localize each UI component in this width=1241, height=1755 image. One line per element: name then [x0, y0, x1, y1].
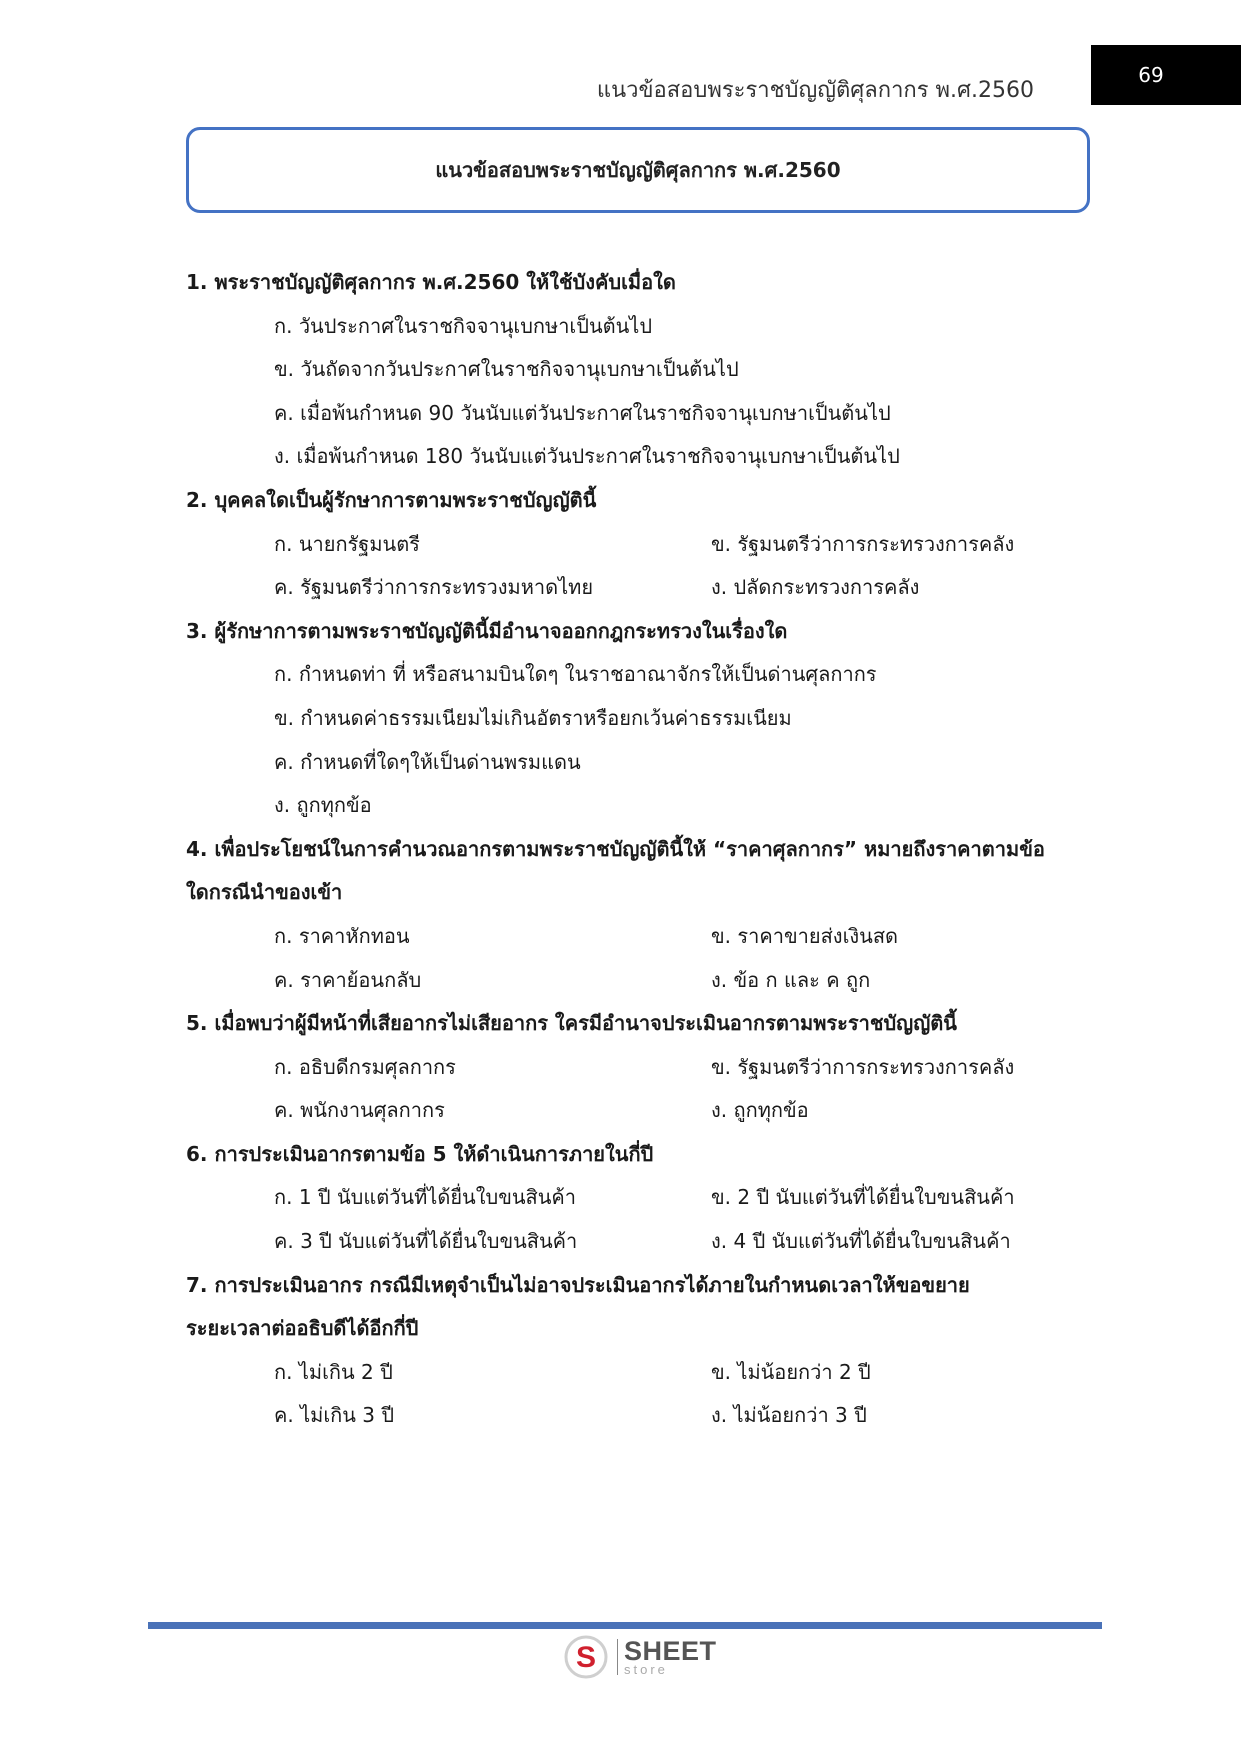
page-number: 69 — [1091, 45, 1241, 105]
option-text: ง. เมื่อพ้นกำหนด 180 วันนับแต่วันประกาศในราชกิจจานุเบกษาเป็นต้นไป — [274, 444, 900, 469]
question-2: 2. บุคคลใดเป็นผู้รักษาการตามพระราชบัญญัตินี้ — [186, 487, 597, 512]
option — [186, 305, 1091, 349]
logo-mark-icon — [561, 1634, 611, 1680]
option-row — [186, 523, 1091, 567]
question-6: 6. การประเมินอากรตามข้อ 5 ให้ดำเนินการภายในกี่ปี — [186, 1141, 654, 1166]
logo-letter: S — [575, 1641, 597, 1674]
option-row — [186, 1089, 1091, 1133]
option-text: ค. 3 ปี นับแต่วันที่ได้ยื่นใบขนสินค้า — [274, 1229, 578, 1254]
question-3: 3. ผู้รักษาการตามพระราชบัญญัตินี้มีอำนาจออกกฎกระทรวงในเรื่องใด — [186, 618, 788, 643]
option — [186, 741, 1091, 785]
option-text: ก. ราคาหักทอน — [274, 923, 410, 948]
question-1: 1. พระราชบัญญัติศุลกากร พ.ศ.2560 ให้ใช้บังคับเมื่อใด — [186, 270, 676, 294]
option-text: ง. ถูกทุกข้อ — [711, 1098, 809, 1123]
option-text: ก. วันประกาศในราชกิจจานุเบกษาเป็นต้นไป — [274, 313, 653, 338]
option-text: ข. รัฐมนตรีว่าการกระทรวงการคลัง — [711, 531, 1015, 556]
question-4: 4. เพื่อประโยชน์ในการคำนวณอากรตามพระราชบัญญัตินี้ให้ “ราคาศุลกากร” หมายถึงราคาตามข้อ — [186, 836, 1045, 861]
option-text: ง. ข้อ ก และ ค ถูก — [711, 967, 871, 992]
option-row — [186, 1394, 1091, 1438]
sheet-store-logo — [561, 1634, 717, 1680]
option-row — [186, 1220, 1091, 1264]
option-row — [186, 1351, 1091, 1395]
logo-separator — [617, 1639, 618, 1675]
logo-sub: store — [624, 1662, 668, 1677]
footer-divider — [148, 1622, 1102, 1629]
option-text: ข. รัฐมนตรีว่าการกระทรวงการคลัง — [711, 1054, 1015, 1079]
option-text: ก. 1 ปี นับแต่วันที่ได้ยื่นใบขนสินค้า — [274, 1185, 577, 1210]
option-row — [186, 1046, 1091, 1090]
option-text: ง. ไม่น้อยกว่า 3 ปี — [711, 1403, 867, 1428]
title-box — [186, 127, 1090, 213]
question-5: 5. เมื่อพบว่าผู้มีหน้าที่เสียอากรไม่เสียอากร ใครมีอำนาจประเมินอากรตามพระราชบัญญัตินี้ — [186, 1011, 957, 1036]
option-text: ข. ราคาขายส่งเงินสด — [711, 923, 899, 948]
option-row — [186, 915, 1091, 959]
option-text: ก. ไม่เกิน 2 ปี — [274, 1359, 393, 1384]
option — [186, 392, 1091, 436]
question-7-continued: ระยะเวลาต่ออธิบดีได้อีกกี่ปี — [186, 1316, 419, 1341]
option-text: ข. 2 ปี นับแต่วันที่ได้ยื่นใบขนสินค้า — [711, 1185, 1015, 1210]
option-row — [186, 959, 1091, 1003]
option — [186, 784, 1091, 828]
page-title: แนวข้อสอบพระราชบัญญัติศุลกากร พ.ศ.2560 — [435, 158, 841, 182]
option — [186, 435, 1091, 479]
option — [186, 348, 1091, 392]
option-text: ค. กำหนดที่ใดๆให้เป็นด่านพรมแดน — [274, 749, 581, 774]
option-text: ง. 4 ปี นับแต่วันที่ได้ยื่นใบขนสินค้า — [711, 1229, 1011, 1254]
logo-wordmark — [624, 1638, 717, 1676]
option-text: ค. เมื่อพ้นกำหนด 90 วันนับแต่วันประกาศในราชกิจจานุเบกษาเป็นต้นไป — [274, 400, 891, 425]
running-header: แนวข้อสอบพระราชบัญญัติศุลกากร พ.ศ.2560 — [596, 78, 1034, 103]
option-text: ค. พนักงานศุลกากร — [274, 1098, 445, 1123]
option-text: ง. ถูกทุกข้อ — [274, 793, 372, 818]
option-text: ง. ปลัดกระทรวงการคลัง — [711, 575, 920, 600]
option-text: ค. รัฐมนตรีว่าการกระทรวงมหาดไทย — [274, 575, 594, 600]
option-text: ข. ไม่น้อยกว่า 2 ปี — [711, 1359, 871, 1384]
logo-word: SHEET — [624, 1636, 717, 1666]
option — [186, 653, 1091, 697]
option — [186, 697, 1091, 741]
option-text: ค. ราคาย้อนกลับ — [274, 967, 422, 992]
option-text: ก. อธิบดีกรมศุลกากร — [274, 1054, 456, 1079]
option-text: ข. วันถัดจากวันประกาศในราชกิจจานุเบกษาเป็นต้นไป — [274, 357, 739, 382]
option-text: ค. ไม่เกิน 3 ปี — [274, 1403, 395, 1428]
option-row — [186, 1176, 1091, 1220]
question-7: 7. การประเมินอากร กรณีมีเหตุจำเป็นไม่อาจประเมินอากรได้ภายในกำหนดเวลาให้ขอขยาย — [186, 1272, 970, 1297]
option-text: ข. กำหนดค่าธรรมเนียมไม่เกินอัตราหรือยกเว้นค่าธรรมเนียม — [274, 705, 792, 730]
question-list — [186, 261, 1091, 1438]
option-text: ก. กำหนดท่า ที่ หรือสนามบินใดๆ ในราชอาณาจักรให้เป็นด่านศุลกากร — [274, 662, 877, 687]
option-row — [186, 566, 1091, 610]
option-text: ก. นายกรัฐมนตรี — [274, 531, 420, 556]
question-4-continued: ใดกรณีนำของเข้า — [186, 880, 343, 905]
